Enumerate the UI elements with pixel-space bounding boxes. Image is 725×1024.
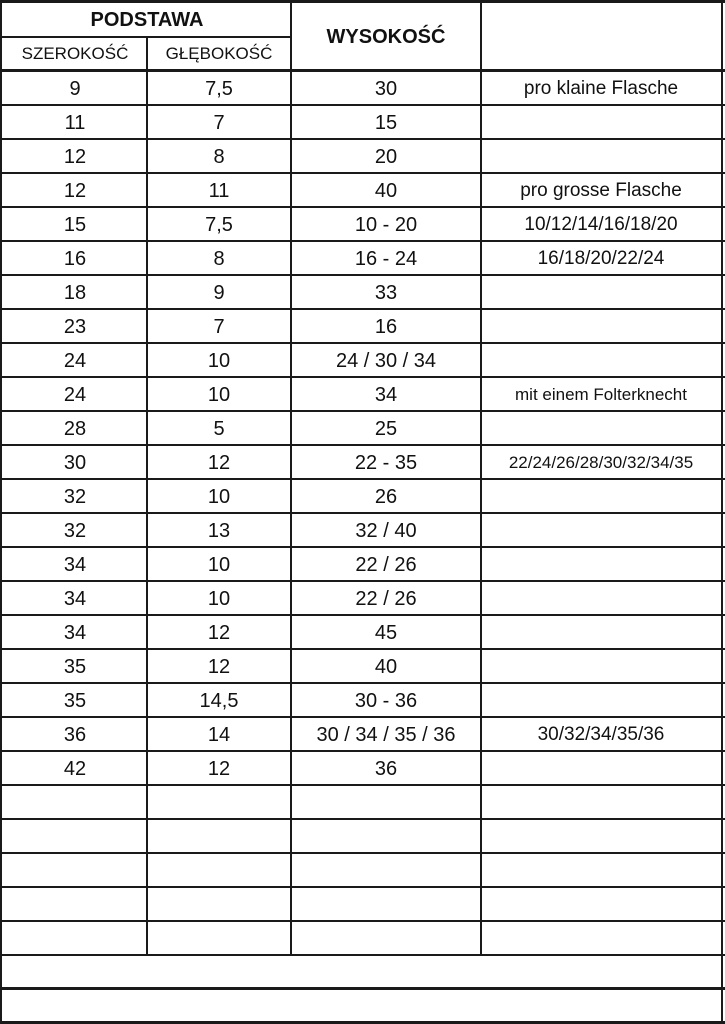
cell-depth: [148, 854, 290, 888]
cell-note: [482, 548, 720, 582]
cell-depth: 10: [207, 383, 231, 406]
cell-height: 10 - 20: [354, 213, 418, 236]
cell-height: [292, 820, 480, 854]
cell-height: 40: [374, 655, 398, 678]
cell-depth: [148, 820, 290, 854]
row-divider: [0, 818, 725, 820]
row-divider: [0, 614, 725, 616]
cell-note: [482, 616, 720, 650]
cell-note: [482, 514, 720, 548]
cell-depth: 5: [213, 417, 225, 440]
row-divider: [0, 580, 725, 582]
cell-width: 28: [63, 417, 87, 440]
cell-width: [4, 854, 146, 888]
row-divider: [0, 206, 725, 208]
cell-height: [292, 922, 480, 956]
cell-depth: 9: [213, 281, 225, 304]
cell-height: 33: [374, 281, 398, 304]
cell-note: [482, 582, 720, 616]
cell-height: [292, 888, 480, 922]
cell-height: 32 / 40: [355, 519, 417, 542]
row-divider: [0, 886, 725, 888]
row-divider: [0, 512, 725, 514]
header-depth: GŁĘBOKOŚĆ: [165, 44, 273, 63]
cell-width: 18: [63, 281, 87, 304]
cell-height: 26: [374, 485, 398, 508]
cell-note: mit einem Folterknecht: [515, 385, 687, 404]
cell-width: 34: [63, 621, 87, 644]
row-divider: [0, 682, 725, 684]
cell-height: 25: [374, 417, 398, 440]
cell-height: 45: [374, 621, 398, 644]
row-divider: [0, 138, 725, 140]
cell-note: [482, 854, 720, 888]
cell-note: [482, 310, 720, 344]
row-divider: [0, 172, 725, 174]
cell-height: 22 - 35: [354, 451, 418, 474]
cell-depth: 11: [208, 179, 230, 202]
header-width: SZEROKOŚĆ: [21, 44, 129, 63]
header-bottom-divider: [0, 69, 725, 72]
cell-height: [292, 854, 480, 888]
cell-depth: 14: [207, 723, 231, 746]
cell-note: [482, 922, 720, 956]
cell-width: 15: [63, 213, 87, 236]
cell-width: 16: [63, 247, 87, 270]
footer-divider: [0, 987, 725, 990]
cell-depth: 10: [207, 349, 231, 372]
row-divider: [0, 478, 725, 480]
cell-note: [482, 276, 720, 310]
row-divider: [0, 852, 725, 854]
cell-note: [482, 684, 720, 718]
cell-note: [482, 888, 720, 922]
cell-height: 36: [374, 757, 398, 780]
row-divider: [0, 376, 725, 378]
cell-height: 34: [374, 383, 398, 406]
cell-depth: 8: [213, 247, 225, 270]
cell-width: 12: [63, 145, 87, 168]
row-divider: [0, 716, 725, 718]
cell-note: 22/24/26/28/30/32/34/35: [508, 453, 694, 472]
row-divider: [0, 104, 725, 106]
row-divider: [0, 750, 725, 752]
header-notes: [482, 4, 720, 70]
cell-height: 30: [374, 77, 398, 100]
cell-depth: 10: [207, 553, 231, 576]
cell-width: 24: [63, 383, 87, 406]
cell-height: 30 / 34 / 35 / 36: [316, 723, 456, 746]
cell-depth: 7,5: [205, 77, 233, 100]
cell-height: 16 - 24: [354, 247, 418, 270]
cell-note: [482, 344, 720, 378]
cell-height: 30 - 36: [354, 689, 418, 712]
cell-depth: 12: [207, 621, 231, 644]
cell-width: [4, 786, 146, 820]
row-divider: [0, 342, 725, 344]
cell-height: 15: [374, 111, 398, 134]
row-divider: [0, 274, 725, 276]
cell-width: 23: [63, 315, 87, 338]
row-divider: [0, 410, 725, 412]
cell-note: [482, 820, 720, 854]
cell-width: 36: [63, 723, 87, 746]
cell-height: 16: [374, 315, 398, 338]
cell-height: 22 / 26: [355, 587, 417, 610]
row-divider: [0, 920, 725, 922]
cell-width: [4, 888, 146, 922]
cell-depth: [148, 786, 290, 820]
cell-note: [482, 650, 720, 684]
cell-depth: 12: [207, 451, 231, 474]
cell-depth: [148, 922, 290, 956]
cell-note: pro klaine Flasche: [523, 78, 679, 99]
cell-height: 20: [374, 145, 398, 168]
cell-depth: 7: [213, 315, 225, 338]
cell-note: [482, 140, 720, 174]
cell-note: pro grosse Flasche: [520, 180, 682, 201]
border-top: [0, 0, 725, 3]
row-divider: [0, 784, 725, 786]
row-divider: [0, 444, 725, 446]
cell-width: 32: [63, 519, 87, 542]
cell-width: 34: [63, 553, 87, 576]
header-podstawa: PODSTAWA: [90, 8, 204, 31]
cell-depth: 10: [207, 587, 231, 610]
cell-depth: 7: [213, 111, 225, 134]
cell-width: 32: [63, 485, 87, 508]
cell-width: 9: [69, 77, 81, 100]
cell-height: 22 / 26: [355, 553, 417, 576]
cell-width: 24: [63, 349, 87, 372]
header-height: WYSOKOŚĆ: [326, 25, 446, 48]
cell-note: [482, 106, 720, 140]
cell-width: [4, 820, 146, 854]
cell-width: 42: [63, 757, 87, 780]
cell-note: [482, 480, 720, 514]
cell-width: 35: [63, 655, 87, 678]
cell-note: 30/32/34/35/36: [537, 724, 665, 745]
cell-depth: [148, 888, 290, 922]
cell-width: 11: [64, 111, 86, 134]
cell-depth: 7,5: [205, 213, 233, 236]
cell-note: [482, 786, 720, 820]
cell-depth: 14,5: [199, 689, 239, 712]
row-divider: [0, 240, 725, 242]
row-divider: [0, 648, 725, 650]
cell-height: 40: [374, 179, 398, 202]
cell-height: [292, 786, 480, 820]
cell-depth: 8: [213, 145, 225, 168]
cell-note: [482, 412, 720, 446]
row-divider: [0, 546, 725, 548]
cell-width: 30: [63, 451, 87, 474]
row-divider: [0, 308, 725, 310]
cell-note: 16/18/20/22/24: [537, 248, 665, 269]
cell-note: [482, 752, 720, 786]
cell-note: 10/12/14/16/18/20: [524, 214, 678, 235]
cell-depth: 13: [207, 519, 231, 542]
cell-depth: 12: [207, 757, 231, 780]
cell-depth: 10: [207, 485, 231, 508]
row-divider: [0, 954, 725, 956]
cell-height: 24 / 30 / 34: [335, 349, 437, 372]
cell-width: 12: [63, 179, 87, 202]
cell-width: 35: [63, 689, 87, 712]
cell-width: 34: [63, 587, 87, 610]
cell-width: [4, 922, 146, 956]
cell-depth: 12: [207, 655, 231, 678]
